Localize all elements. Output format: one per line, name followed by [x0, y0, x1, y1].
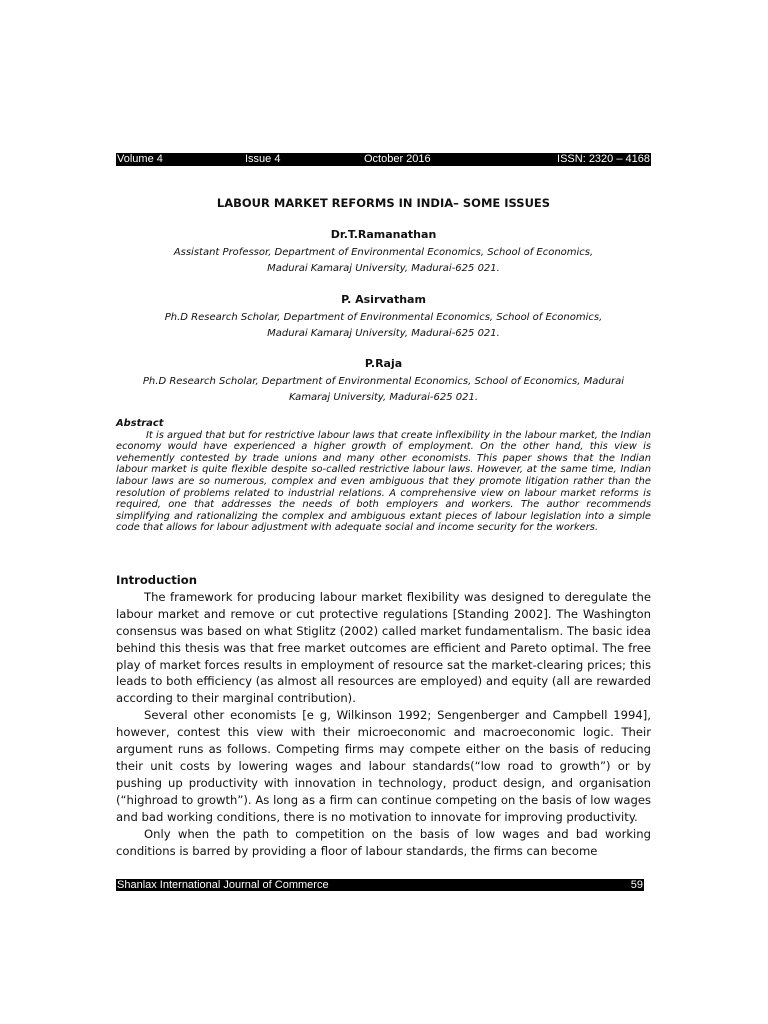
introduction-section: [116, 572, 651, 859]
author-block: [116, 228, 651, 276]
journal-name: Shanlax International Journal of Commerce: [117, 879, 329, 891]
author-affiliation: Madurai Kamaraj University, Madurai-625 021.: [267, 262, 500, 274]
author-affiliation: Kamaraj University, Madurai-625 021.: [288, 391, 479, 403]
journal-footer-bar: [116, 879, 644, 891]
author-block: [116, 357, 651, 405]
abstract-text: It is argued that but for restrictive labour laws that create inflexibility in the labour market, the Indian economy would have experienced a higher growth of employment. On the other hand, this view is vehemently contested by trade unions and many other economists. This paper shows that the Indian labour market is quite flexible despite so-called restrictive labour laws. However, at the same time, Indian labour laws are so numerous, complex and even ambiguous that they promote litigation rather than the resolution of problems related to industrial relations. A comprehensive view on labour market reforms is required, one that addresses the needs of both employers and workers. The author recommends simplifying and rationalizing the complex and ambiguous extant pieces of labour legislation into a simple code that allows for labour adjustment with adequate social and income security for the workers.: [116, 429, 651, 534]
issue-label: Issue 4: [245, 153, 281, 165]
volume-label: Volume 4: [117, 153, 163, 165]
author-block: [116, 293, 651, 341]
author-name: P.Raja: [364, 357, 403, 370]
author-affiliation: Madurai Kamaraj University, Madurai-625 021.: [267, 327, 500, 339]
author-affiliation: Ph.D Research Scholar, Department of Environmental Economics, School of Economics,: [164, 312, 603, 323]
body-paragraph: The framework for producing labour market flexibility was designed to deregulate the labour market and remove or cut protective regulations [Standing 2002]. The Washington consensus was based on what Stiglitz (2002) called market fundamentalism. The basic idea behind this thesis was that free market outcomes are efficient and Pareto optimal. The free play of market forces results in employment of resource sat the market-clearing prices; this leads to both efficiency (as almost all resources are employed) and equity (all are rewarded according to their marginal contribution).: [116, 589, 651, 706]
author-affiliation: Ph.D Research Scholar, Department of Environmental Economics, School of Economics, Madurai: [142, 376, 625, 387]
abstract-heading: Abstract: [116, 418, 164, 429]
journal-header-bar: [116, 153, 651, 166]
issn-label: ISSN: 2320 – 4168: [557, 153, 650, 165]
body-paragraph: Several other economists [e g, Wilkinson 1992; Sengenberger and Campbell 1994], however, contest this view with their microeconomic and macroeconomic logic. Their argument runs as follows. Competing firms may compete either on the basis of reducing their unit costs by lowering wages and labour standards(“low road to growth”) or by pushing up productivity with innovation in technology, product design, and organisation (“highroad to growth”). As long as a firm can continue competing on the basis of low wages and bad working conditions, there is no motivation to innovate for improving productivity.: [116, 708, 651, 824]
page-number: 59: [630, 879, 643, 891]
paper-title: LABOUR MARKET REFORMS IN INDIA– SOME ISSUES: [216, 196, 551, 210]
author-affiliation: Assistant Professor, Department of Environmental Economics, School of Economics,: [173, 247, 594, 258]
date-label: October 2016: [364, 153, 431, 165]
abstract-section: [116, 418, 651, 534]
author-name: P. Asirvatham: [341, 293, 426, 306]
body-paragraph: Only when the path to competition on the basis of low wages and bad working conditions is barred by providing a floor of labour standards, the firms can become: [116, 826, 651, 858]
introduction-heading: Introduction: [116, 573, 197, 587]
author-name: Dr.T.Ramanathan: [330, 228, 437, 241]
